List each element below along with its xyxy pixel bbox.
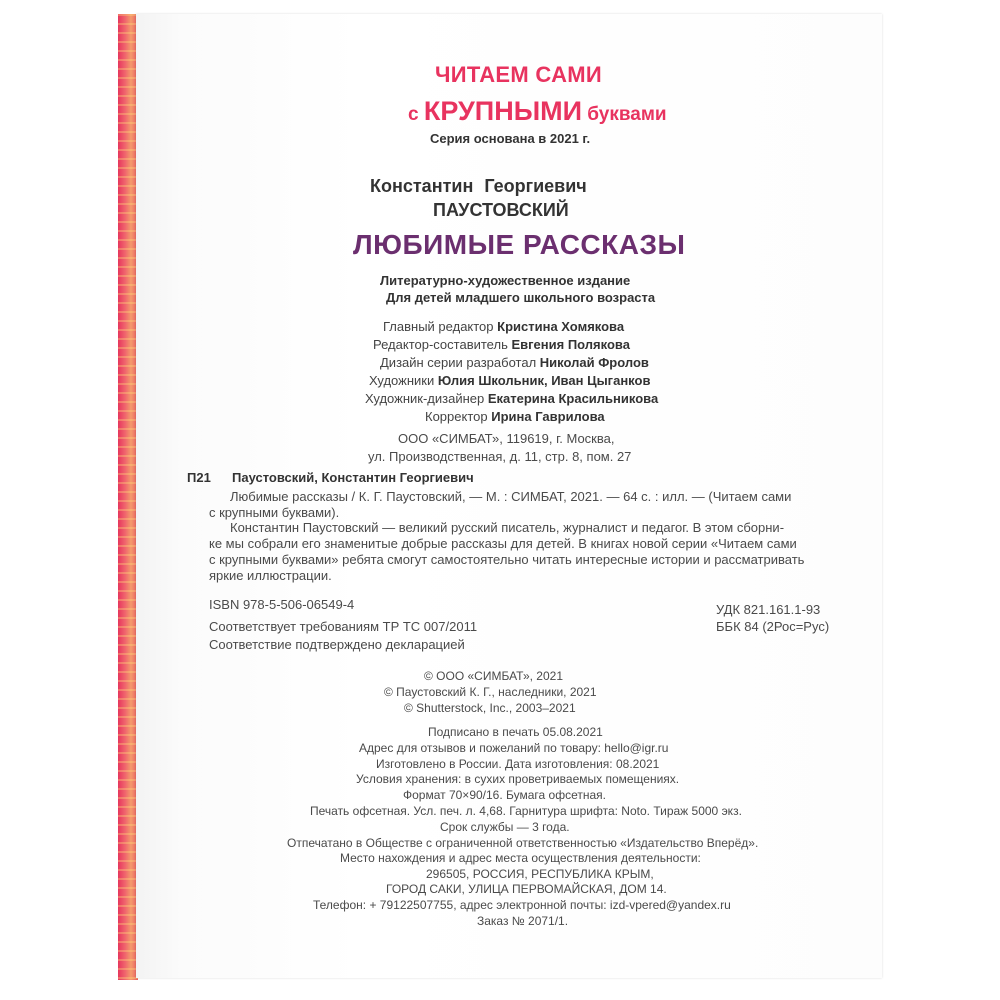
credit-role: Корректор [425,409,488,424]
imprint-line: Условия хранения: в сухих проветриваемых помещениях. [356,772,680,786]
credit-name: Юлия Школьник, Иван Цыганков [437,373,651,388]
series-title-line1: ЧИТАЕМ САМИ [435,62,602,87]
annotation-line: яркие иллюстрации. [209,568,332,583]
credit-name: Ирина Гаврилова [491,409,605,424]
imprint-line: Изготовлено в России. Дата изготовления: 08.2021 [376,757,660,771]
credit-name: Евгения Полякова [511,337,630,352]
series-title-line2 [408,96,667,127]
edition-audience: Для детей младшего школьного возраста [386,290,656,305]
credit-role: Редактор-составитель [373,337,508,352]
compliance-line: Соответствует требованиям ТР ТС 007/2011 [209,619,478,634]
credit-designer [365,391,658,406]
credit-role: Художник-дизайнер [365,391,485,406]
annotation-line: ке мы собрали его знаменитые добрые рассказы для детей. В книгах новой серии «Читаем сами [209,536,797,551]
series-title-prefix: с [408,104,424,125]
annotation-line: Константин Паустовский — великий русский писатель, журналист и педагог. В этом сборни- [230,520,785,535]
credit-name: Николай Фролов [539,355,649,370]
author-first-names: Константин Георгиевич [370,176,587,196]
imprint-line: Подписано в печать 05.08.2021 [428,725,603,739]
copyright-line: © Shutterstock, Inc., 2003–2021 [404,701,576,715]
series-founded: Серия основана в 2021 г. [430,131,591,146]
credit-name: Кристина Хомякова [497,319,625,334]
catalog-heading: Паустовский, Константин Георгиевич [232,470,474,485]
book-edge-decoration [118,14,138,980]
credit-chief-editor [383,319,624,334]
author-surname: ПАУСТОВСКИЙ [433,200,569,220]
series-title-big-word: КРУПНЫМИ [423,96,583,126]
credit-name: Екатерина Красильникова [487,391,659,406]
publisher-address-line1: ООО «СИМБАТ», 119619, г. Москва, [398,431,615,446]
catalog-description-line1: Любимые рассказы / К. Г. Паустовский, — М. : СИМБАТ, 2021. — 64 с. : илл. — (Читаем сами [230,489,792,504]
imprint-line: Адрес для отзывов и пожеланий по товару: hello@igr.ru [359,741,669,755]
book-title: ЛЮБИМЫЕ РАССКАЗЫ [353,229,686,260]
copyright-line: © ООО «СИМБАТ», 2021 [424,669,563,683]
series-title-suffix: буквами [582,104,667,125]
bbk-code: ББК 84 (2Рос=Рус) [716,619,830,634]
imprint-line: 296505, РОССИЯ, РЕСПУБЛИКА КРЫМ, [426,867,654,881]
udk-code: УДК 821.161.1-93 [716,602,821,617]
credit-illustrators [369,373,650,388]
isbn: ISBN 978-5-506-06549-4 [209,597,355,612]
credit-role: Главный редактор [383,319,494,334]
imprint-line: Место нахождения и адрес места осуществления деятельности: [340,851,701,865]
imprint-line: Отпечатано в Обществе с ограниченной ответственностью «Издательство Вперёд». [287,836,759,850]
imprint-line: Заказ № 2071/1. [477,914,569,928]
credit-role: Художники [369,373,435,388]
credit-compiler [373,337,630,352]
catalog-description-line2: с крупными буквами). [209,505,340,520]
credit-role: Дизайн серии разработал [380,355,537,370]
imprint-line: Печать офсетная. Усл. печ. л. 4,68. Гарнитура шрифта: Noto. Тираж 5000 экз. [310,804,742,818]
credit-series-design [380,355,649,370]
imprint-line: Формат 70×90/16. Бумага офсетная. [403,788,606,802]
catalog-code: П21 [187,470,211,485]
annotation-line: с крупными буквами» ребята смогут самостоятельно читать интересные истории и рассматривать [209,552,805,567]
edition-type: Литературно-художественное издание [380,273,631,288]
publisher-address-line2: ул. Производственная, д. 11, стр. 8, пом. 27 [368,449,632,464]
imprint-line: Телефон: + 79122507755, адрес электронной почты: izd-vpered@yandex.ru [313,898,731,912]
imprint-line: ГОРОД САКИ, УЛИЦА ПЕРВОМАЙСКАЯ, ДОМ 14. [386,882,667,896]
credit-proofreader [425,409,605,424]
copyright-line: © Паустовский К. Г., наследники, 2021 [384,685,597,699]
imprint-line: Срок службы — 3 года. [440,820,570,834]
compliance-line: Соответствие подтверждено декларацией [209,637,465,652]
